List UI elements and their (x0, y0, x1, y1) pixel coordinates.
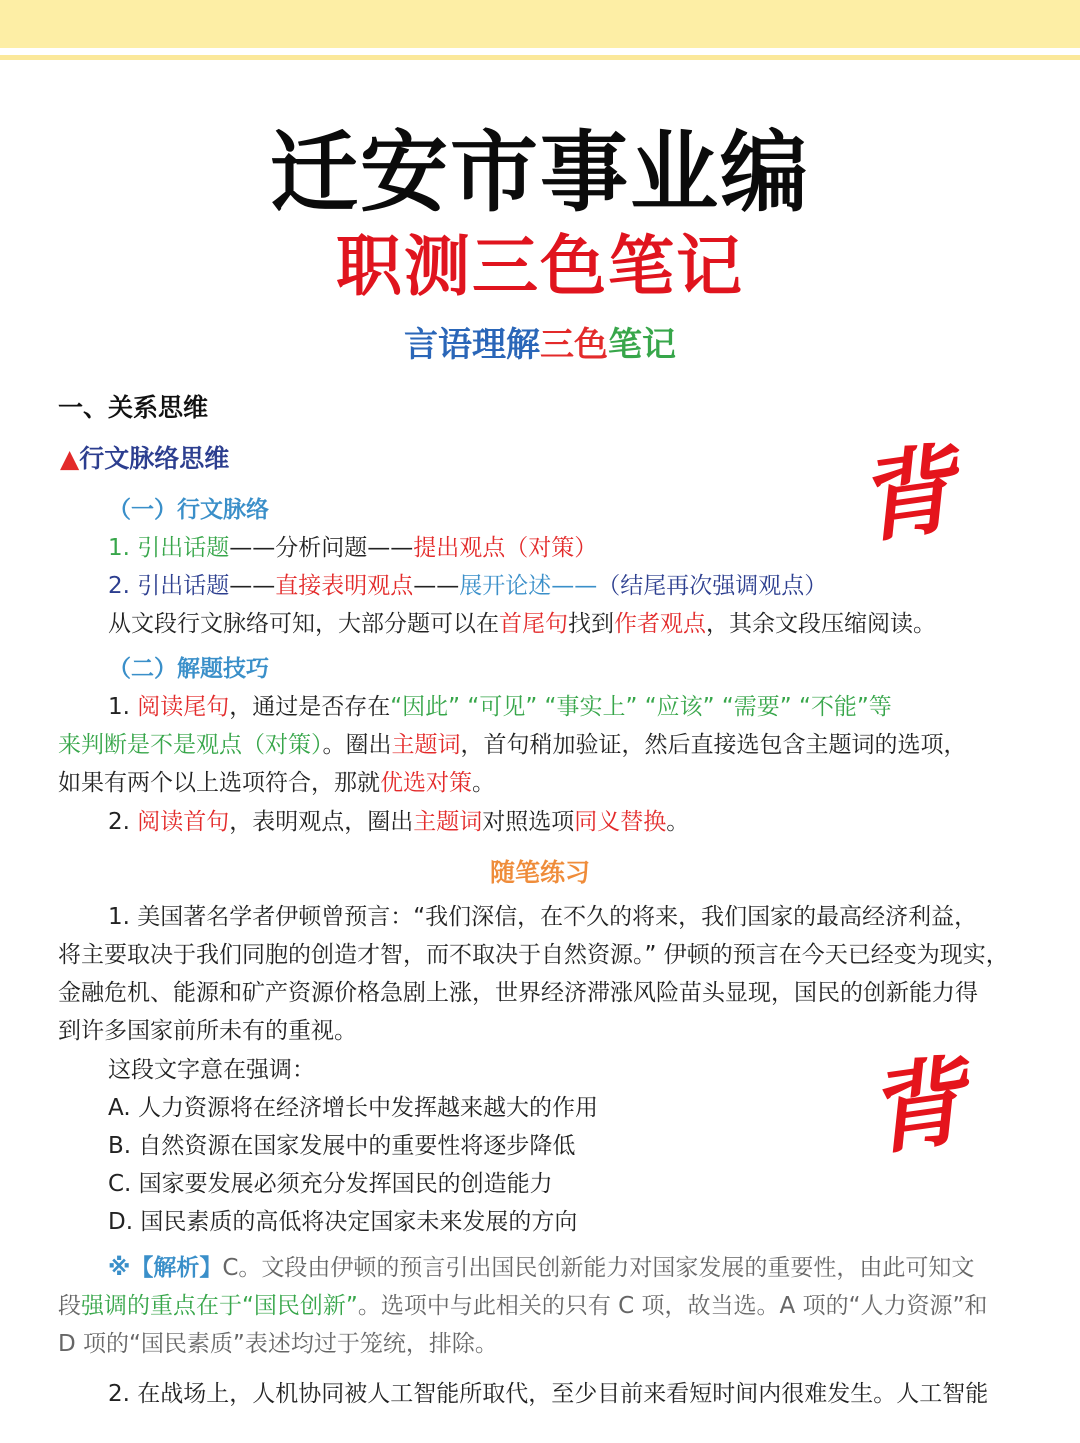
question-prompt: 这段文字意在强调： (108, 1057, 315, 1083)
analysis-line-3: D 项的“国民素质”表述均过于笼统，排除。 (58, 1331, 498, 1357)
section-title-part: 言语理解 (404, 325, 540, 365)
section-title-part: 三色 (540, 325, 608, 365)
tip2-line: 2. 阅读首句，表明观点，圈出主题词对照选项同义替换。 (108, 809, 690, 835)
section-title-part: 笔记 (608, 325, 676, 365)
tip1-line-3: 如果有两个以上选项符合，那就优选对策。 (58, 770, 495, 796)
question-text-line: 将主要取决于我们同胞的创造才智，而不取决于自然资源。” 伊顿的预言在今天已经变为现实， (58, 942, 1009, 968)
question-text-line: 金融危机、能源和矿产资源价格急剧上涨，世界经济滞涨风险苗头显现，国民的创新能力得 (58, 980, 978, 1006)
top-decor-line (0, 55, 1080, 60)
context-line-2: 2. 引出话题——直接表明观点——展开论述——（结尾再次强调观点） (108, 573, 828, 599)
analysis-line-1: ※【解析】C。文段由伊顿的预言引出国民创新能力对国家发展的重要性，由此可知文 (108, 1255, 975, 1281)
analysis-line-2: 段强调的重点在于“国民创新”。选项中与此相关的只有 C 项，故当选。A 项的“人力资源”和 (58, 1293, 988, 1319)
option-b: B. 自然资源在国家发展中的重要性将逐步降低 (108, 1133, 576, 1159)
page-title: 迁安市事业编 (269, 120, 810, 224)
recite-stamp: 背 (860, 1043, 972, 1170)
part-title-context: （一）行文脉络 (108, 497, 269, 523)
page-subtitle: 职测三色笔记 (336, 227, 744, 305)
tip1-line-2: 来判断是不是观点（对策）。圈出主题词，首句稍加验证，然后直接选包含主题词的选项， (58, 732, 967, 758)
recite-stamp: 背 (850, 431, 962, 558)
subheading-context: ▲行文脉络思维 (60, 444, 230, 473)
context-line-1: 1. 引出话题——分析问题——提出观点（对策） (108, 535, 598, 561)
section-title (0, 322, 1080, 368)
top-decor-band (0, 0, 1080, 48)
question-text-line: 1. 美国著名学者伊顿曾预言：“我们深信，在不久的将来，我们国家的最高经济利益， (108, 904, 978, 930)
option-d: D. 国民素质的高低将决定国家未来发展的方向 (108, 1209, 578, 1235)
context-line-3: 从文段行文脉络可知，大部分题可以在首尾句找到作者观点，其余文段压缩阅读。 (108, 611, 936, 637)
triangle-icon: ▲ (60, 444, 80, 473)
practice-title: 随笔练习 (489, 858, 590, 887)
option-c: C. 国家要发展必须充分发挥国民的创造能力 (108, 1171, 553, 1197)
option-a: A. 人力资源将在经济增长中发挥越来越大的作用 (108, 1095, 598, 1121)
question-text-line: 到许多国家前所未有的重视。 (58, 1018, 357, 1044)
question-2-line: 2. 在战场上，人机协同被人工智能所取代，至少目前来看短时间内很难发生。人工智能 (108, 1381, 989, 1407)
tip1-line-1: 1. 阅读尾句，通过是否存在“因此” “可见” “事实上” “应该” “需要” “不能”等 (108, 694, 892, 720)
part-title-tips: （二）解题技巧 (108, 656, 269, 682)
heading-relation-thinking: 一、关系思维 (58, 393, 209, 422)
analysis-label: ※【解析】 (108, 1255, 223, 1281)
